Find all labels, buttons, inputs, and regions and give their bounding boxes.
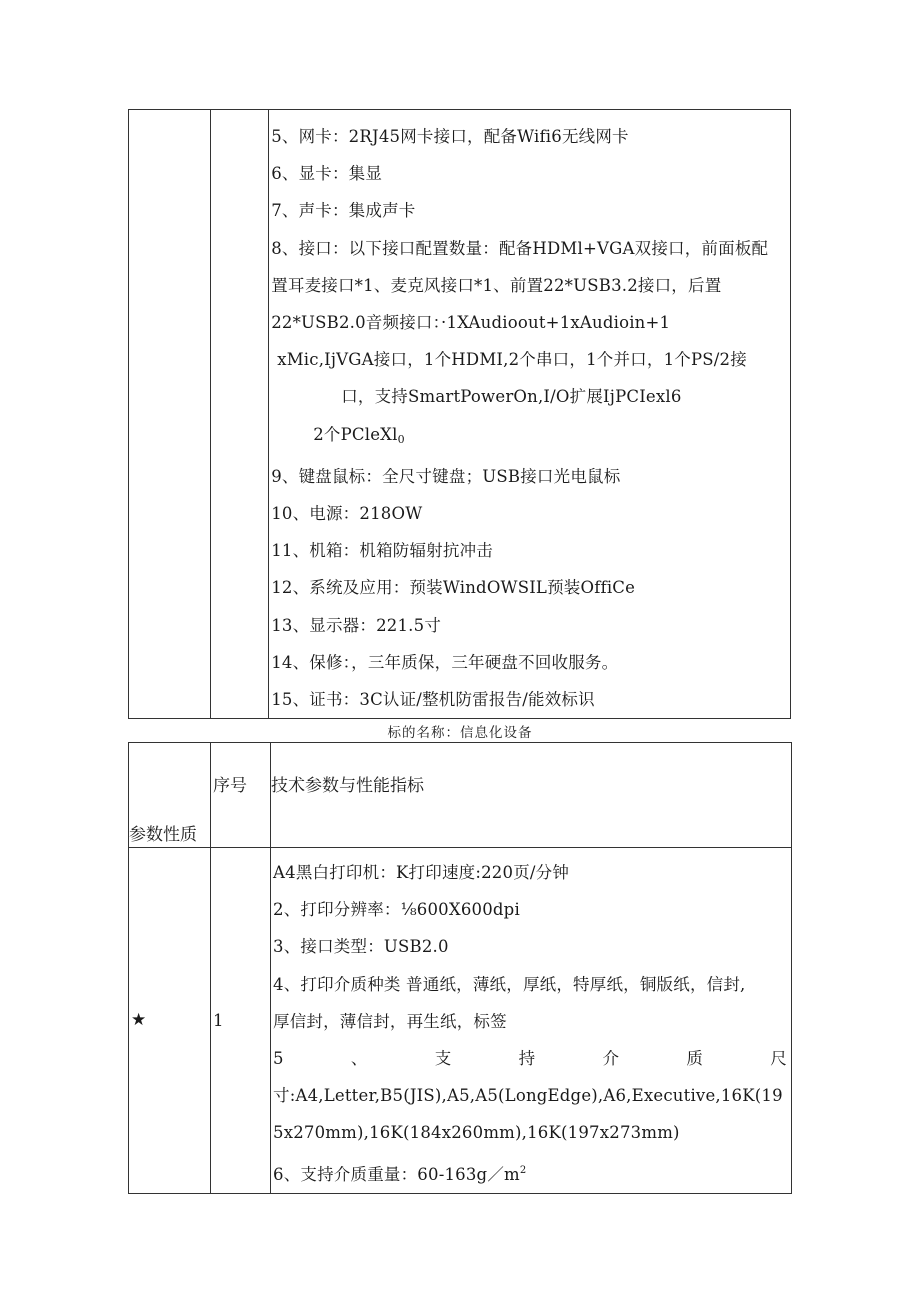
property-cell	[129, 110, 211, 719]
spec-line: 厚信封，薄信封，再生纸，标签	[273, 1011, 507, 1031]
spec-line: 9、键盘鼠标：全尺寸键盘；USB接口光电鼠标	[271, 466, 621, 486]
superscript: 2	[519, 1164, 527, 1176]
row-number: 1	[211, 848, 271, 1194]
spec-line: 4、打印介质种类 普通纸，薄纸，厚纸，特厚纸，铜版纸，信封,	[273, 974, 746, 994]
header-index: 序号	[211, 743, 271, 848]
index-cell	[211, 110, 269, 719]
spec-line: 口，支持SmartPowerOn,I/O扩展IjPCIexl6	[341, 387, 682, 407]
spread-part: 质	[686, 1049, 704, 1069]
spec-table-printer	[128, 742, 792, 1194]
spec-table-continued	[128, 109, 791, 719]
spec-line: 22*USB2.0音频接口：·1XAudioout+1xAudioin+1	[271, 313, 671, 333]
star-mark: ★	[129, 848, 211, 1194]
spec-line: 8、接口：以下接口配置数量：配备HDMl+VGA双接口，前面板配	[271, 238, 769, 258]
table-caption: 标的名称：信息化设备	[387, 725, 533, 741]
spec-line: 15、证书：3C认证/整机防雷报告/能效标识	[271, 690, 595, 710]
spec-line	[271, 1152, 791, 1193]
spec-line: 5、网卡：2RJ45网卡接口，配备Wifi6无线网卡	[271, 127, 629, 146]
spread-part: 支	[434, 1049, 452, 1069]
spec-cell	[271, 848, 792, 1194]
spec-line: A4黑白打印机：K打印速度:220页/分钟	[273, 863, 570, 882]
spec-line: 12、系统及应用：预装WindOWSIL预装OffiCe	[271, 578, 636, 598]
table-row	[129, 848, 792, 1194]
spec-line: 2、打印分辨率：⅛600X600dpi	[273, 900, 520, 920]
spec-line: 5x270mm),16K(184x260mm),16K(197x273mm)	[273, 1123, 680, 1143]
spec-line: 7、声卡：集成声卡	[271, 201, 416, 221]
spread-part: 尺	[770, 1049, 787, 1069]
subscript: 0	[397, 432, 405, 446]
spec-cell	[269, 110, 791, 719]
spec-line: 6、显卡：集显	[271, 164, 383, 184]
spread-part: 5	[273, 1049, 284, 1069]
spread-part: 持	[518, 1049, 536, 1069]
spec-line: 13、显示器：221.5寸	[271, 615, 442, 635]
spec-line: 11、机箱：机箱防辐射抗冲击	[271, 541, 493, 561]
table-header-row	[129, 743, 792, 848]
spread-part: 、	[350, 1049, 368, 1069]
spec-line-justified	[271, 1040, 791, 1077]
spec-line: 3、接口类型：USB2.0	[273, 937, 449, 957]
spec-line: 寸:A4,Letter,B5(JIS),A5,A5(LongEdge),A6,Executive,16K(19	[273, 1086, 783, 1106]
spec-line: xMic,IjVGA接口，1个HDMI,2个串口，1个并口，1个PS/2接	[277, 350, 747, 370]
spread-part: 介	[602, 1049, 620, 1069]
header-spec: 技术参数与性能指标	[271, 743, 792, 848]
spec-line	[269, 416, 790, 458]
header-property: 参数性质	[129, 743, 211, 848]
spec-line-text: 6、支持介质重量：60-163g／m	[273, 1164, 520, 1184]
spec-line: 10、电源：218OW	[271, 504, 423, 524]
spec-line-text: 2个PCleXl	[313, 424, 398, 444]
spec-line: 14、保修：，三年质保，三年硬盘不回收服务。	[271, 652, 619, 672]
spec-line: 置耳麦接口*1、麦克风接口*1、前置22*USB3.2接口，后置	[271, 275, 722, 295]
